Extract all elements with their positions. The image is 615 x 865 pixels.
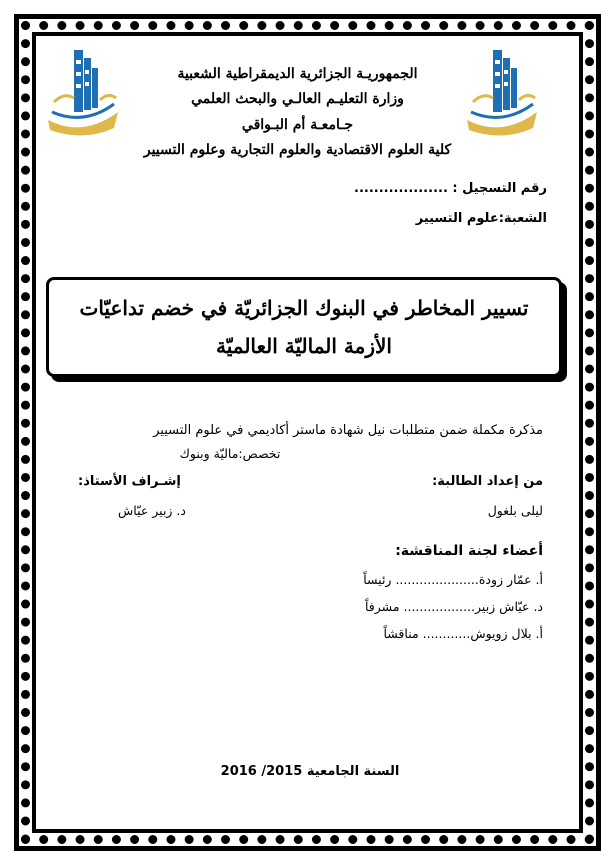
jury-title: أعضاء لجنة المناقشة: <box>395 543 543 559</box>
prepared-by-label: من إعداد الطالبة: <box>432 474 543 489</box>
university-name: جـامعـة أم البـواقي <box>241 117 354 133</box>
jury-member-president: أ. عمّار زودة..................... رئيساً <box>363 572 543 587</box>
faculty-name: كلية العلوم الاقتصادية والعلوم التجارية وعلوم التسيير <box>143 142 452 158</box>
academic-year: السنة الجامعية 2015/ 2016 <box>220 764 400 779</box>
thesis-title <box>69 289 539 365</box>
memo-description: مذكرة مكملة ضمن متطلبات نيل شهادة ماستر أكاديمي في علوم التسيير <box>153 423 543 438</box>
thesis-title-line-2: الأزمة الماليّة العالميّة <box>216 334 392 358</box>
student-name: ليلى بلغول <box>487 503 543 518</box>
jury-member-examiner: أ. بلال زويوش............ مناقشاً <box>383 626 543 641</box>
supervised-by-label: إشـراف الأستاذ: <box>78 474 181 489</box>
branch-field: الشعبة:علوم التسيير <box>415 211 547 226</box>
thesis-title-box <box>46 277 562 377</box>
jury-member-supervisor: د. عيّاش زبير.................. مشرفاً <box>365 599 543 614</box>
specialty: تخصص:ماليّة وبنوك <box>179 446 281 461</box>
registration-number: رقم التسجيل : ................... <box>354 181 547 196</box>
thesis-title-line-1: تسيير المخاطر في البنوك الجزائريّة في خضم تداعيّات <box>79 296 529 320</box>
supervisor-name: د. زبير عيّاش <box>118 503 186 518</box>
ministry-name: وزارة التعليـم العالـي والبحث العلمي <box>191 91 404 107</box>
republic-name: الجمهوريـة الجزائرية الديمقراطية الشعبية <box>177 66 418 82</box>
